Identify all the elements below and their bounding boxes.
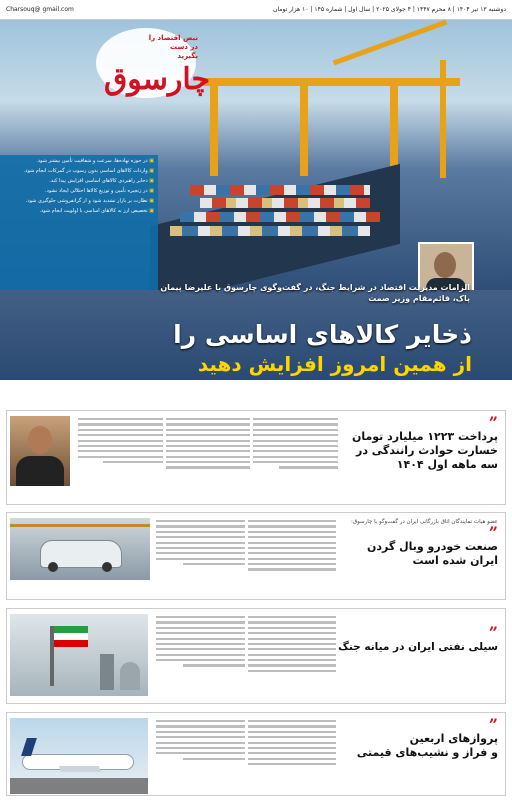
- hero-photo-port: [0, 20, 512, 290]
- article-title[interactable]: صنعت خودرو وبال گردن: [366, 540, 498, 553]
- article-kicker: عضو هیات نمایندگان اتاق بازرگانی ایران در گفت‌وگو با چارسوق:: [351, 519, 498, 525]
- article-title[interactable]: پروازهای اربعین: [409, 732, 498, 745]
- bullet-item: ▣ در زنجیره تأمین و توزیع کالاها اختلالی ایجاد نشود.: [4, 188, 154, 195]
- iran-flag-icon: [54, 626, 88, 647]
- article-body: [156, 616, 336, 675]
- article-title[interactable]: سیلی نفتی ایران در میانه جنگ: [338, 641, 498, 653]
- article-body: [156, 720, 336, 768]
- article-photo-portrait: [10, 416, 70, 486]
- hero-lead[interactable]: الزامات مدیریت اقتصاد در شرایط جنگ، در گفت‌وگوی چارسوق با علیرضا پیمان پاک، قائم‌مقام وزیر صمت: [160, 283, 470, 303]
- masthead-strip: [0, 0, 512, 20]
- article-photo-airplane: [10, 718, 148, 794]
- article-title[interactable]: خسارت حوادث رانندگی در: [355, 444, 498, 457]
- hero-headline-line1[interactable]: ذخایر کالاهای اساسی را: [173, 320, 472, 349]
- bullet-item: ▣ نظارت بر بازار تشدید شود و از گرانفروشی جلوگیری شود.: [4, 198, 154, 205]
- article-title[interactable]: و فراز و نشیب‌های قیمتی: [356, 746, 498, 759]
- newspaper-logo[interactable]: [96, 28, 211, 98]
- hero-headline-line2[interactable]: از همین امروز افزایش دهید: [197, 352, 472, 376]
- hero-bullet-list: [0, 155, 158, 290]
- site-email[interactable]: Charsouq@ gmail.com: [6, 6, 74, 13]
- logo-name: چارسوق: [104, 62, 211, 97]
- bullet-item: ▣ واردات کالاهای اساسی بدون رسوب در گمرکات انجام شود.: [4, 168, 154, 175]
- bullet-item: ▣ تخصیص ارز به کالاهای اساسی با اولویت انجام شود.: [4, 208, 154, 215]
- bullet-item: ▣ در حوزه نهاده‌ها، سرعت و شفافیت تأمین بیشتر شود.: [4, 158, 154, 165]
- article-photo-oil-refinery: [10, 614, 148, 696]
- bullet-item: ▣ ذخایر راهبردی کالاهای اساسی افزایش پیدا کند.: [4, 178, 154, 185]
- logo-tagline: نبض اقتصاد را در دست بگیرید: [148, 34, 198, 60]
- article-title[interactable]: ایران شده است: [412, 554, 498, 567]
- article-title[interactable]: پرداخت ۱۲۲۳ میلیارد تومان: [351, 430, 498, 443]
- article-body: [78, 418, 338, 472]
- article-title[interactable]: سه ماهه اول ۱۴۰۴: [396, 458, 498, 471]
- article-body: [156, 520, 336, 574]
- article-photo-car-factory: [10, 518, 150, 580]
- issue-date-line: دوشنبه ۱۳ تیر ۱۴۰۴ | ۸ محرم ۱۴۴۷ | ۴ جولای ۲۰۲۵ | سال اول | شماره ۱۴۵ | ۱۰ هزار تومان: [273, 6, 506, 13]
